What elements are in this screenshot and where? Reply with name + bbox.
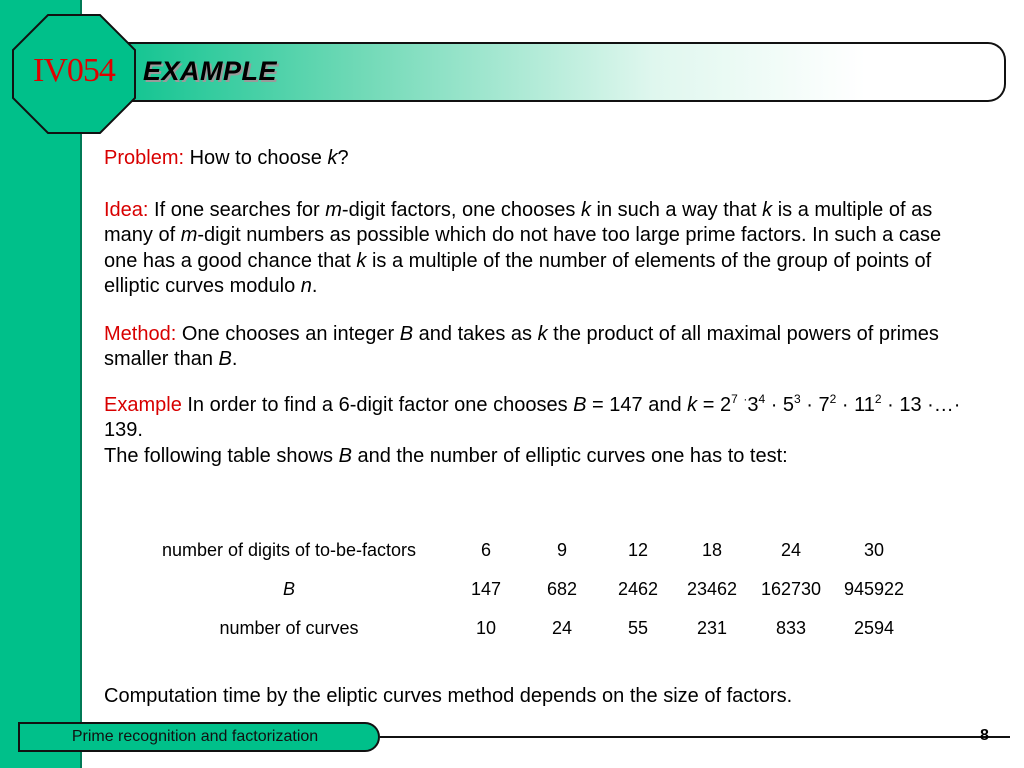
table-cell: 162730: [760, 579, 822, 599]
example-paragraph: Example In order to find a 6-digit factor one chooses B = 147 and $k = 2^7$ $^\cdot 3^4 \cdot 5^3 \cdot 7^2 \cdot 11^2 \cdot 13$ ·…· 139.: [104, 391, 961, 441]
table-cell: 833: [775, 618, 807, 638]
idea-paragraph: Idea: If one searches for m-digit factors, one chooses k in such a way that k is a multiple of as many of m-digit numbers as possible which do not have too large prime factors. In such a case one has a good chance that k is a multiple of the number of elements of the group of points of elliptic curves modulo n.: [104, 198, 942, 297]
table-cell: 10: [475, 618, 497, 638]
idea-label: Idea:: [104, 198, 149, 221]
logo-text: IV054: [33, 52, 115, 89]
curves-table: [130, 531, 914, 648]
problem-label: Problem:: [104, 147, 185, 169]
table-cell: 24: [551, 618, 573, 638]
table-cell: 9: [556, 540, 567, 560]
table-row: [130, 609, 914, 648]
row-label: number of digits of to-be-factors: [161, 540, 417, 560]
example-label: Example: [104, 393, 182, 416]
table-cell: 147: [470, 579, 502, 599]
table-cell: 55: [627, 618, 649, 638]
table-intro: The following table shows B and the number of elliptic curves one has to test:: [104, 444, 788, 467]
conclusion-text: Computation time by the eliptic curves method depends on the size of factors.: [104, 685, 793, 707]
method-paragraph: Method: One chooses an integer B and takes as k the product of all maximal powers of primes smaller than B.: [104, 322, 939, 370]
slide-content: [104, 146, 974, 469]
table-cell: 23462: [686, 579, 738, 599]
table-row: [130, 531, 914, 570]
footer-divider: [380, 736, 1010, 738]
table-cell: 12: [627, 540, 649, 560]
table-cell: 945922: [843, 579, 905, 599]
table-row: [130, 570, 914, 609]
table-cell: 6: [480, 540, 491, 560]
method-label: Method:: [104, 322, 177, 345]
table-cell: 2594: [853, 618, 895, 638]
table-cell: 30: [863, 540, 885, 560]
footer-course-title: Prime recognition and factorization: [71, 728, 319, 745]
table-cell: 2462: [617, 579, 659, 599]
table-cell: 682: [546, 579, 578, 599]
row-label: B: [282, 579, 295, 599]
row-label: number of curves: [219, 618, 359, 638]
slide-title: EXAMPLE: [143, 56, 278, 86]
table-cell: 18: [701, 540, 723, 560]
table-cell: 24: [780, 540, 802, 560]
table-cell: 231: [696, 618, 728, 638]
problem-paragraph: Problem: How to choose k?: [104, 147, 349, 169]
page-number: 8: [980, 727, 989, 744]
